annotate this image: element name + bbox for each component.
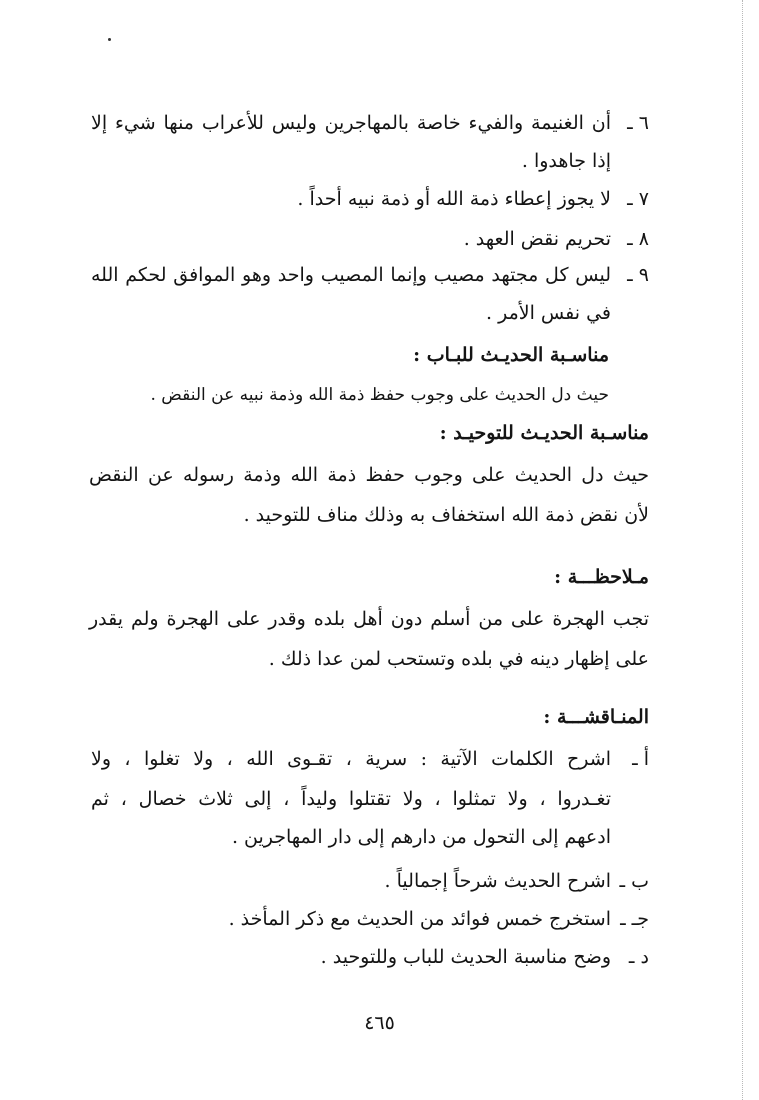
question-letter-b: ب ـ	[619, 870, 649, 892]
question-c-line-1: استخرج خمس فوائد من الحديث مع ذكر المأخذ .	[228, 908, 611, 930]
item-8-line-1: تحريم نقض العهد .	[463, 228, 611, 250]
question-d-line-1: وضح مناسبة الحديث للباب وللتوحيد .	[320, 946, 611, 968]
item-6-line-2: إذا جاهدوا .	[521, 150, 611, 172]
question-a-line-1: اشرح الكلمات الآتية : سرية ، تقـوى الله ، ولا تغلوا ، ولا	[91, 748, 611, 770]
item-number-7: ٧ ـ	[627, 188, 649, 210]
page-fold-line	[742, 0, 743, 1100]
scan-speck	[108, 38, 111, 41]
tawhid-heading: مناسـبة الحديـث للتوحيـد :	[439, 422, 649, 444]
item-number-9: ٩ ـ	[627, 264, 649, 286]
item-6-line-1: أن الغنيمة والفيء خاصة بالمهاجرين وليس للأعراب منها شيء إلا	[91, 112, 611, 134]
tawhid-line-1: حيث دل الحديث على وجوب حفظ ذمة الله وذمة رسوله عن النقض	[89, 464, 649, 486]
page-number: ٤٦٥	[364, 1012, 395, 1034]
tawhid-line-2: لأن نقض ذمة الله استخفاف به وذلك مناف للتوحيد .	[243, 504, 649, 526]
discussion-heading: المنـاقشـــة :	[543, 706, 649, 728]
item-9-line-2: في نفس الأمر .	[486, 302, 611, 324]
question-letter-a: أ ـ	[632, 748, 649, 770]
bab-text: حيث دل الحديث على وجوب حفظ ذمة الله وذمة نبيه عن النقض .	[150, 385, 609, 405]
item-7-line-1: لا يجوز إعطاء ذمة الله أو ذمة نبيه أحداً .	[297, 188, 611, 210]
bab-heading: مناسـبة الحديـث للبـاب :	[413, 344, 609, 366]
question-a-line-3: ادعهم إلى التحول من دارهم إلى دار المهاجرين .	[231, 826, 611, 848]
question-a-line-2: تغـدروا ، ولا تمثلوا ، ولا تقتلوا وليداً ، إلى ثلاث خصال ، ثم	[91, 788, 611, 810]
question-b-line-1: اشرح الحديث شرحاً إجمالياً .	[384, 870, 611, 892]
note-heading: مـلاحظـــة :	[554, 566, 649, 588]
question-letter-d: د ـ	[628, 946, 649, 968]
question-letter-c: جـ ـ	[620, 908, 649, 930]
item-number-8: ٨ ـ	[627, 228, 649, 250]
item-9-line-1: ليس كل مجتهد مصيب وإنما المصيب واحد وهو الموافق لحكم الله	[91, 264, 611, 286]
note-line-2: على إظهار دينه في بلده وتستحب لمن عدا ذلك .	[268, 648, 649, 670]
note-line-1: تجب الهجرة على من أسلم دون أهل بلده وقدر على الهجرة ولم يقدر	[89, 608, 649, 630]
item-number-6: ٦ ـ	[627, 112, 649, 134]
